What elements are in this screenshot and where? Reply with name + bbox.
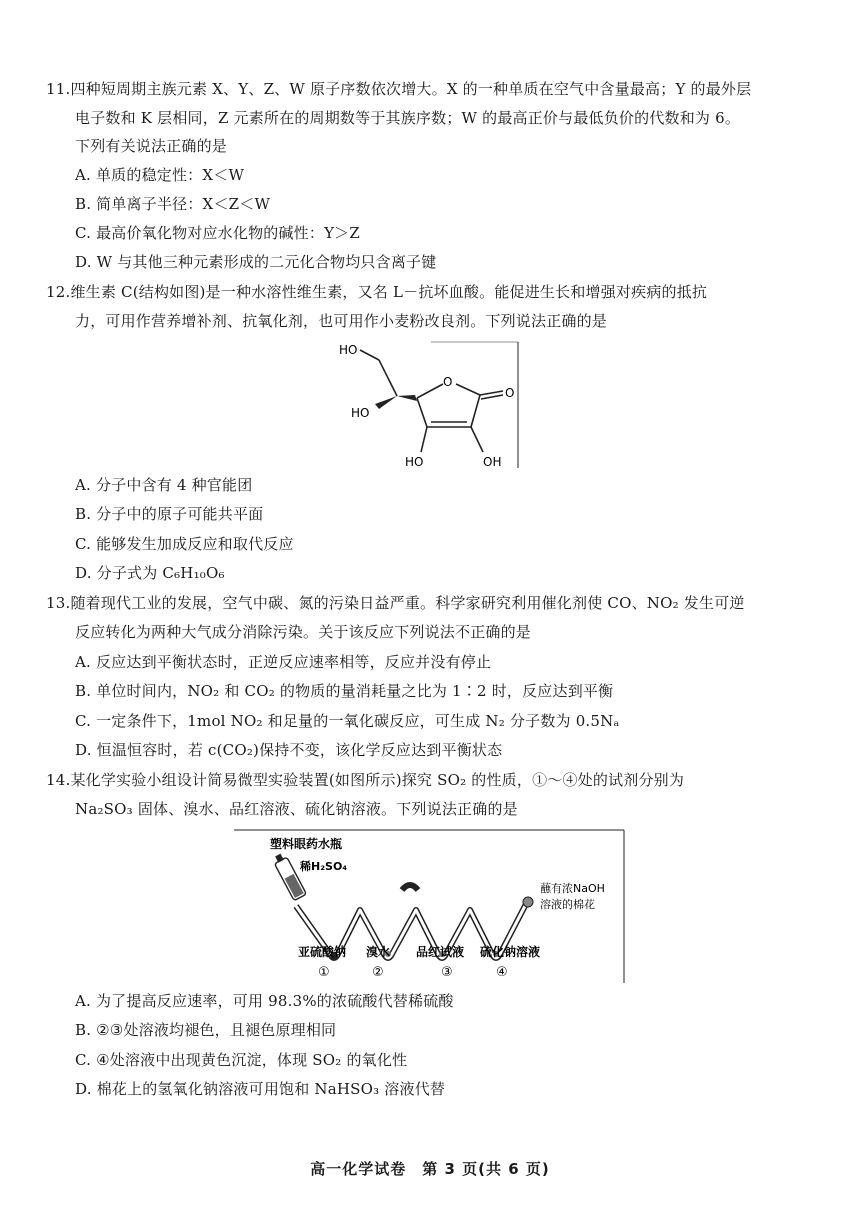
q11-option-b: B. 简单离子半径：X＜Z＜W [75, 195, 271, 213]
q11-option-a: A. 单质的稳定性：X＜W [75, 166, 245, 184]
q12-option-c: C. 能够发生加成反应和取代反应 [75, 535, 294, 553]
q12-stem-line-1: 12.维生素 C(结构如图)是一种水溶性维生素，又名 L－抗坏血酸。能促进生长和增强对疾病的抵抗 [46, 283, 708, 301]
label-reagent-2: 溴水 [366, 945, 391, 959]
label-dilute-sulfuric-acid: 稀H₂SO₄ [300, 860, 348, 873]
q11-option-d: D. W 与其他三种元素形成的二元化合物均只含离子键 [75, 253, 437, 271]
q11-stem-line-2: 电子数和 K 层相同，Z 元素所在的周期数等于其族序数；W 的最高正价与最低负价的代数和为 6。 [75, 109, 741, 127]
q12-option-a: A. 分子中含有 4 种官能团 [75, 476, 253, 494]
q12-option-b: B. 分子中的原子可能共平面 [75, 505, 264, 523]
vc-label-ho-mid: HO [351, 406, 370, 420]
label-cotton-2: 溶液的棉花 [540, 898, 595, 911]
label-number-1: ① [318, 965, 330, 980]
q12-stem-line-2: 力，可用作营养增补剂、抗氧化剂，也可用作小麦粉改良剂。下列说法正确的是 [75, 312, 608, 330]
vc-label-ho-bottom-left: HO [405, 455, 424, 469]
q14-option-a: A. 为了提高反应速率，可用 98.3%的浓硫酸代替稀硫酸 [75, 992, 454, 1010]
q13-option-b: B. 单位时间内，NO₂ 和 CO₂ 的物质的量消耗量之比为 1∶2 时，反应达到平衡 [75, 682, 614, 700]
label-number-2: ② [372, 965, 384, 980]
q11-stem-line-1: 11.四种短周期主族元素 X、Y、Z、W 原子序数依次增大。X 的一种单质在空气中含量最高；Y 的最外层 [46, 80, 752, 98]
q13-stem-line-2: 反应转化为两种大气成分消除污染。关于该反应下列说法不正确的是 [75, 623, 532, 641]
q14-option-d: D. 棉花上的氢氧化钠溶液可用饱和 NaHSO₃ 溶液代替 [75, 1080, 446, 1098]
page-footer: 高一化学试卷 第 3 页(共 6 页) [310, 1160, 550, 1178]
vitamin-c-structure-figure [335, 338, 520, 470]
label-cotton-1: 蘸有浓NaOH [540, 882, 605, 895]
q11-option-c: C. 最高价氧化物对应水化物的碱性：Y＞Z [75, 224, 361, 242]
vc-label-ho-top: HO [339, 343, 358, 357]
vc-label-ring-o: O [443, 375, 453, 389]
vc-label-carbonyl-o: O [505, 386, 515, 400]
q13-option-a: A. 反应达到平衡状态时，正逆反应速率相等，反应并没有停止 [75, 653, 492, 671]
vc-label-oh-bottom-right: OH [483, 455, 502, 469]
q14-stem-line-2: Na₂SO₃ 固体、溴水、品红溶液、硫化钠溶液。下列说法正确的是 [75, 800, 518, 818]
micro-experiment-apparatus-figure [234, 828, 626, 984]
q14-stem-line-1: 14.某化学实验小组设计简易微型实验装置(如图所示)探究 SO₂ 的性质，①～④处的试剂分别为 [46, 771, 685, 789]
label-number-3: ③ [441, 965, 453, 980]
label-reagent-4: 硫化钠溶液 [480, 945, 541, 959]
label-eyedrop-bottle: 塑料眼药水瓶 [270, 837, 343, 851]
q14-option-c: C. ④处溶液中出现黄色沉淀，体现 SO₂ 的氧化性 [75, 1051, 408, 1069]
q14-option-b: B. ②③处溶液均褪色，且褪色原理相同 [75, 1021, 337, 1039]
q11-stem-line-3: 下列有关说法正确的是 [75, 137, 228, 155]
q12-option-d: D. 分子式为 C₆H₁₀O₆ [75, 564, 225, 582]
label-reagent-1: 亚硫酸钠 [298, 945, 347, 959]
q13-option-d: D. 恒温恒容时，若 c(CO₂)保持不变，该化学反应达到平衡状态 [75, 741, 503, 759]
q13-stem-line-1: 13.随着现代工业的发展，空气中碳、氮的污染日益严重。科学家研究利用催化剂使 CO、NO₂ 发生可逆 [46, 594, 745, 612]
q13-option-c: C. 一定条件下，1mol NO₂ 和足量的一氧化碳反应，可生成 N₂ 分子数为 0.5Nₐ [75, 712, 620, 730]
label-number-4: ④ [496, 965, 508, 980]
label-reagent-3: 品红试液 [416, 945, 465, 959]
